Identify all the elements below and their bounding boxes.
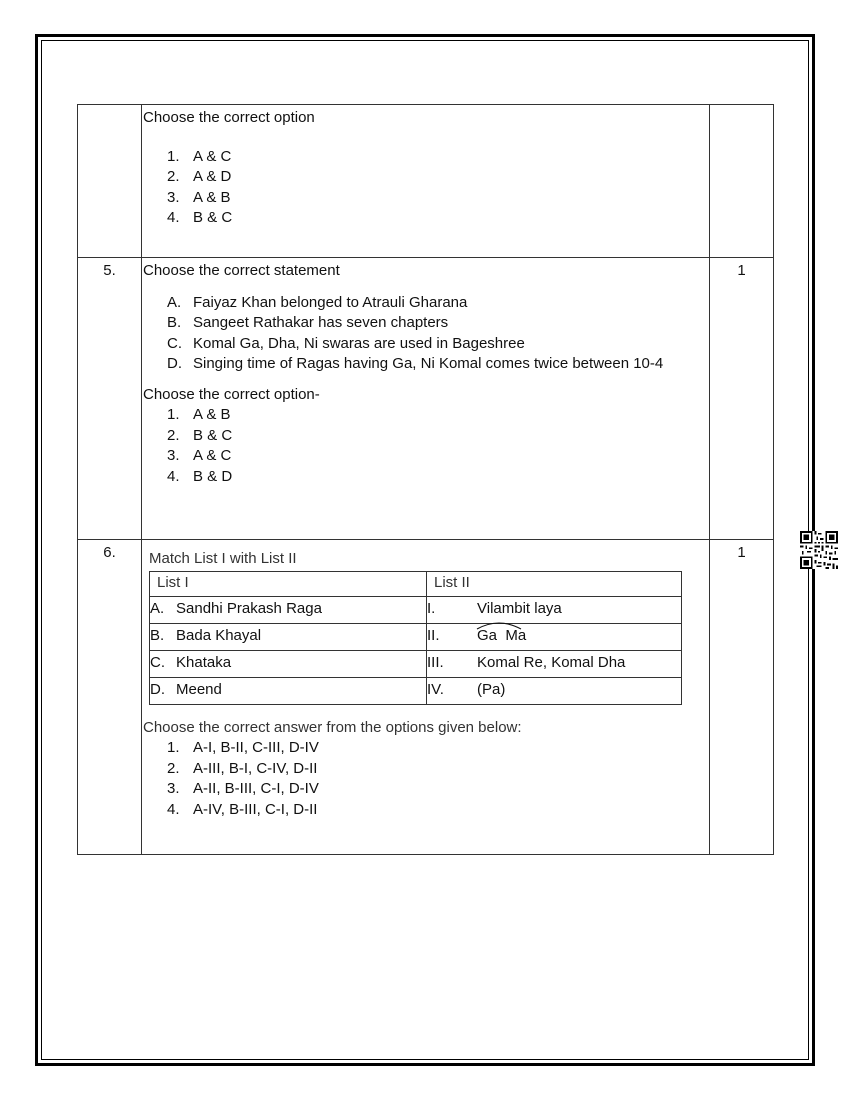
option-item: 4. B & D [167,467,233,485]
question-content-cell [142,258,710,540]
option-item: 1. A & B [167,406,231,423]
question-number-cell [78,105,142,258]
option-item: 1. A-I, B-II, C-III, D-IV [167,739,319,756]
match-header-row [150,571,682,596]
list-2-header: List II [427,571,682,596]
question-content-cell [142,105,710,258]
marks-cell [710,540,774,855]
list-1-item: B. Bada Khayal [150,623,427,650]
marks-value: 1 [737,262,746,279]
meend-notation: Ga Ma [477,626,526,647]
marks-value: 1 [737,544,746,561]
option-list [143,147,705,229]
match-table [149,571,682,705]
option-prompt: Choose the correct option [143,109,315,126]
marks-cell [710,258,774,540]
question-number: 6. [103,544,116,561]
qr-code-icon [800,531,838,569]
statement-item: C. Komal Ga, Dha, Ni swaras are used in Bageshree [167,334,525,352]
statement-item: D. Singing time of Ragas having Ga, Ni Komal comes twice between 10-4 [167,355,664,372]
option-item: 2. A-III, B-I, C-IV, D-II [167,759,318,777]
slur-arc-icon [475,620,527,630]
list-2-item: I. Vilambit laya [427,596,682,623]
list-2-item: IV. (Pa) [427,677,682,704]
option-prompt: Choose the correct answer from the options given below: [143,718,522,736]
match-row [150,623,682,650]
match-row [150,677,682,704]
list-2-item: III. Komal Re, Komal Dha [427,650,682,677]
question-row-5 [78,258,774,540]
option-item: 3. A & B [167,188,231,206]
question-number-cell [78,258,142,540]
option-item: 4. A-IV, B-III, C-I, D-II [167,800,318,818]
match-row [150,596,682,623]
option-item: 4. B & C [167,209,233,226]
question-number-cell [78,540,142,855]
question-row-4-continued [78,105,774,258]
match-row [150,650,682,677]
list-1-header: List I [150,571,427,596]
question-number: 5. [103,262,116,279]
option-item: 2. B & C [167,426,233,444]
option-list [143,738,705,820]
statement-item: B. Sangeet Rathakar has seven chapters [167,314,449,331]
option-item: 1. A & C [167,147,232,165]
list-1-item: A. Sandhi Prakash Raga [150,596,427,623]
option-item: 2. A & D [167,168,232,185]
question-row-6 [78,540,774,855]
question-table [77,104,774,855]
marks-cell [710,105,774,258]
list-1-item: C. Khataka [150,650,427,677]
question-content-cell [142,540,710,855]
list-1-item: D. Meend [150,677,427,704]
option-item: 3. A & C [167,447,232,464]
option-list [143,405,705,487]
list-2-item: II. Ga Ma [427,623,682,650]
statement-list [143,293,705,375]
option-prompt: Choose the correct option- [143,385,320,403]
statement-item: A. Faiyaz Khan belonged to Atrauli Gharana [167,293,468,311]
question-title: Match List I with List II [149,550,297,567]
question-title: Choose the correct statement [143,262,340,279]
option-item: 3. A-II, B-III, C-I, D-IV [167,780,319,797]
